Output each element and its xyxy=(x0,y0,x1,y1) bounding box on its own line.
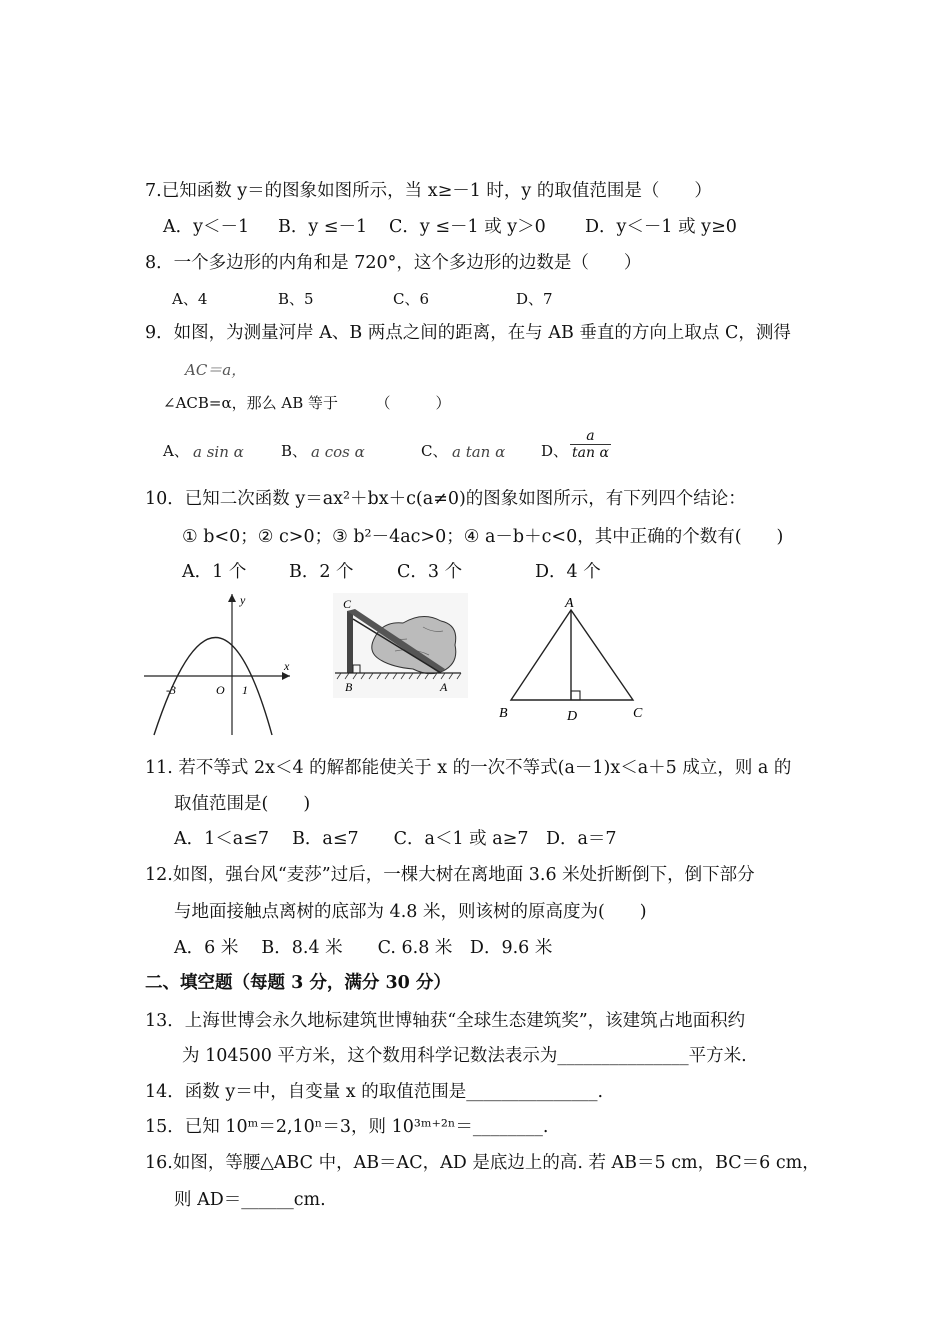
q11-options: A．1＜a≤7 B．a≤7 C．a＜1 或 a≥7 D．a＝7 xyxy=(174,829,617,849)
parabola-x-label: x xyxy=(284,659,290,673)
q13-line2: 为 104500 平方米，这个数用科学记数法表示为_______________平方米. xyxy=(182,1046,747,1066)
q7-option-b: B．y ≤－1 xyxy=(278,217,368,237)
q10-option-c: C．3 个 xyxy=(397,562,463,582)
river-b-label: B xyxy=(345,680,353,694)
q8-option-a: A、4 xyxy=(172,290,208,308)
triangle-a-label: A xyxy=(565,596,574,611)
triangle-figure xyxy=(495,590,655,725)
triangle-c-label: C xyxy=(633,706,643,721)
q8-option-b: B、5 xyxy=(278,290,314,308)
q9-line3: ∠ACB=α，那么 AB 等于 （ ） xyxy=(163,394,451,412)
river-a-label: A xyxy=(440,680,448,694)
q13-stem: 13．上海世博会永久地标建筑世博轴获“全球生态建筑奖”，该建筑占地面积约 xyxy=(145,1011,746,1031)
q15-stem: 15．已知 10ᵐ＝2,10ⁿ＝3，则 10³ᵐ⁺²ⁿ＝________. xyxy=(145,1117,549,1137)
q7-option-c: C．y ≤－1 或 y＞0 xyxy=(389,217,546,237)
q9-option-d-label: D、 xyxy=(541,442,569,460)
q9-option-b-label: B、 xyxy=(281,442,308,460)
q9-option-a-label: A、 xyxy=(163,442,189,460)
q7-stem: 7.已知函数 y＝的图象如图所示，当 x≥－1 时，y 的取值范围是（ ） xyxy=(145,181,712,201)
q7-option-d: D．y＜－1 或 y≥0 xyxy=(585,217,737,237)
q12-stem: 12.如图，强台风“麦莎”过后，一棵大树在离地面 3.6 米处折断倒下，倒下部分 xyxy=(145,865,755,885)
parabola-one-label: 1 xyxy=(242,683,248,697)
river-figure xyxy=(333,593,468,698)
q9-option-a: a sin α xyxy=(193,443,244,461)
q7-option-a: A．y＜－1 xyxy=(163,217,250,237)
parabola-y-label: y xyxy=(240,593,246,607)
parabola-figure xyxy=(140,590,300,740)
q11-stem: 11. 若不等式 2x＜4 的解都能使关于 x 的一次不等式(a－1)x＜a＋5 成立，则 a 的 xyxy=(145,758,792,778)
q16-stem: 16.如图，等腰△ABC 中，AB＝AC，AD 是底边上的高. 若 AB＝5 cm，BC＝6 cm， xyxy=(145,1153,820,1173)
triangle-d-label: D xyxy=(567,709,578,724)
triangle-b-label: B xyxy=(499,706,508,721)
q9-option-b: a cos α xyxy=(311,443,365,461)
q9-option-d-numerator: a xyxy=(570,428,611,445)
q10-option-b: B．2 个 xyxy=(289,562,354,582)
section-2-heading: 二、填空题（每题 3 分，满分 30 分） xyxy=(145,973,451,993)
q9-option-c-label: C、 xyxy=(421,442,448,460)
q8-option-d: D、7 xyxy=(516,290,553,308)
q10-conclusions: ① b<0；② c>0；③ b²－4ac>0；④ a－b＋c<0，其中正确的个数有( ) xyxy=(182,527,784,547)
parabola-origin-label: O xyxy=(216,683,225,697)
q9-option-d xyxy=(570,428,611,461)
q9-option-d-denominator: tan α xyxy=(572,445,609,461)
q12-line2: 与地面接触点离树的底部为 4.8 米，则该树的原高度为( ) xyxy=(174,902,647,922)
parabola-neg3-label: -3 xyxy=(166,683,176,697)
q8-stem: 8．一个多边形的内角和是 720°，这个多边形的边数是（ ） xyxy=(145,253,642,273)
q9-option-c: a tan α xyxy=(452,443,506,461)
q8-option-c: C、6 xyxy=(393,290,430,308)
q10-option-a: A．1 个 xyxy=(182,562,247,582)
q14-stem: 14．函数 y＝中，自变量 x 的取值范围是_______________. xyxy=(145,1082,604,1102)
q10-stem: 10．已知二次函数 y＝ax²＋bx＋c(a≠0)的图象如图所示，有下列四个结论： xyxy=(145,489,746,509)
q12-options: A．6 米 B．8.4 米 C. 6.8 米 D．9.6 米 xyxy=(174,938,553,958)
q9-line2: AC＝a， xyxy=(185,361,247,379)
q16-line2: 则 AD＝______cm. xyxy=(174,1190,326,1210)
river-c-label: C xyxy=(343,597,352,611)
q10-option-d: D．4 个 xyxy=(535,562,601,582)
q11-line2: 取值范围是( ) xyxy=(174,794,311,814)
q9-stem: 9．如图，为测量河岸 A、B 两点之间的距离，在与 AB 垂直的方向上取点 C，测得 xyxy=(145,323,791,343)
